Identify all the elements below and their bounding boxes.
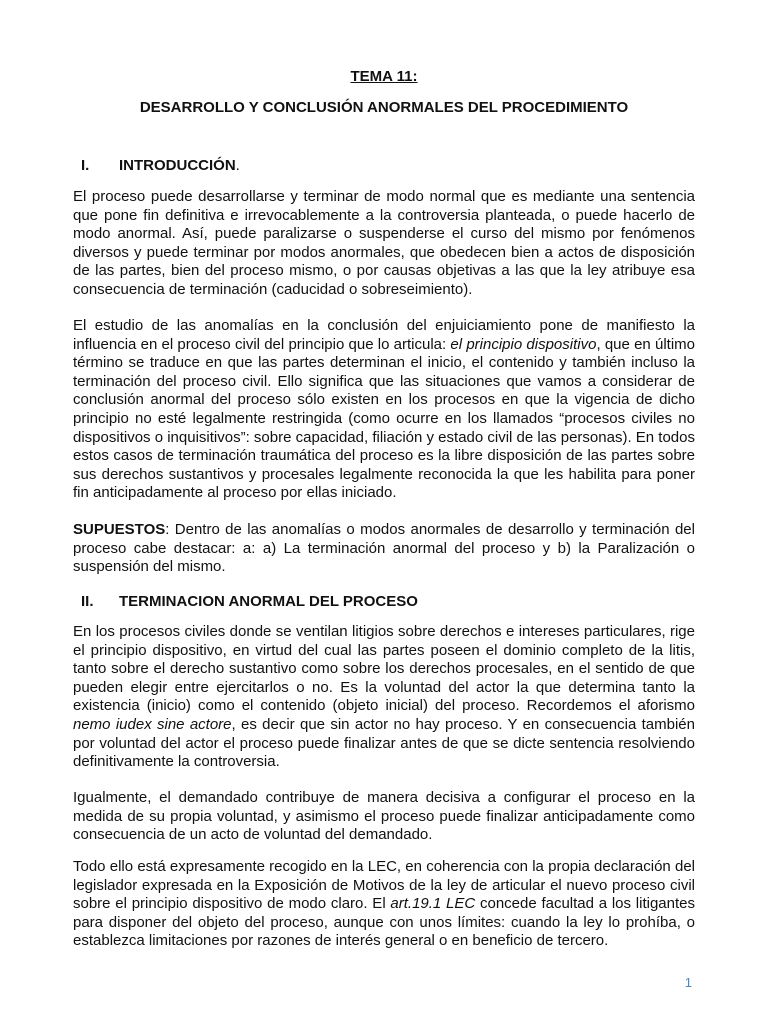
document-title: DESARROLLO Y CONCLUSIÓN ANORMALES DEL PROCEDIMIENTO <box>139 99 629 116</box>
section-heading-introduccion <box>81 157 240 174</box>
paragraph-4 <box>73 623 695 772</box>
section-number: I. <box>81 157 90 174</box>
paragraph-6-text-b: concede facultad a los litigantes para disponer del objeto del proceso, aunque con unos límites: cuando la ley lo prohíba, o establezca limitaciones por razones de interés general o en beneficio de tercero. <box>73 895 695 950</box>
section-heading-terminacion <box>81 593 418 610</box>
paragraph-4-text-b: , es decir que sin actor no hay proceso. Y en consecuencia también por voluntad del actor el proceso puede finalizar antes de que se dicte sentencia resolviendo definitivamente la controversia. <box>73 715 695 771</box>
paragraph-4-text-a: En los procesos civiles donde se ventilan litigios sobre derechos e intereses particulares, rige el principio dispositivo, en virtud del cual las partes poseen el dominio completo de la litis, tanto sobre el derecho sustantivo como sobre los derechos procesales, en el sentido de que pueden elegir entre ejercitarlos o no. Es la voluntad del actor la que determina tanto la existencia (inicio) como el contenido (objeto inicial) del proceso. Recordemos el aforismo <box>73 623 695 715</box>
paragraph-supuestos <box>73 521 695 577</box>
section-label: INTRODUCCIÓN <box>119 157 236 174</box>
supuestos-text: : Dentro de las anomalías o modos anormales de desarrollo y terminación del proceso cabe destacar: a: a) La terminación anormal del proceso y b) la Paralización o suspensión del mismo. <box>73 521 695 576</box>
paragraph-6 <box>73 858 695 951</box>
supuestos-label: SUPUESTOS <box>73 521 166 538</box>
paragraph-2-italic: el principio dispositivo <box>450 335 597 353</box>
paragraph-6-italic: art.19.1 LEC <box>390 895 476 913</box>
section-label-tail: . <box>235 157 240 174</box>
paragraph-4-italic: nemo iudex sine actore <box>73 715 232 733</box>
paragraph-2-text-a: El estudio de las anomalías en la conclusión del enjuiciamiento pone de manifiesto la influencia en el proceso civil del principio que lo articula: <box>73 317 695 353</box>
page-number: 1 <box>684 975 692 990</box>
topic-number: TEMA 11: <box>350 68 418 85</box>
section-label: TERMINACION ANORMAL DEL PROCESO <box>119 593 418 610</box>
paragraph-6-text-a: Todo ello está expresamente recogido en la LEC, en coherencia con la propia declaración del legislador expresada en la Exposición de Motivos de la ley de articular el nuevo proceso civil sobre el principio dispositivo de modo claro. El <box>73 858 695 913</box>
paragraph-2-text-b: , que en último término se traduce en que las partes determinan el inicio, el contenido y también incluso la terminación del proceso civil. Ello significa que las situaciones que vamos a considerar de conclusión anormal del proceso sólo existen en los procesos en que la vigencia de dicho principio no esté legalmente restringida (como ocurre en los llamados “procesos civiles no dispositivos o inquisitivos”: sobre capacidad, filiación y estado civil de las personas). En todos estos casos de terminación traumática del proceso es la libre disposición de las partes sobre sus derechos sustantivos y procesales legalmente reconocida la que les habilita para poner fin anticipadamente al proceso por ellas iniciado. <box>73 335 695 502</box>
paragraph-5: Igualmente, el demandado contribuye de manera decisiva a configurar el proceso en la medida de su propia voluntad, y asimismo el proceso puede finalizar anticipadamente como consecuencia de un acto de voluntad del demandado. <box>73 789 695 844</box>
paragraph-2 <box>73 317 695 503</box>
paragraph-1: El proceso puede desarrollarse y terminar de modo normal que es mediante una sentencia que pone fin definitiva e irrevocablemente a la controversia planteada, o puede hacerlo de modo anormal. Así, puede paralizarse o suspenderse el curso del mismo por fenómenos diversos y puede terminar por modos anormales, que obedecen bien a actos de disposición de las partes, bien del proceso mismo, o por causas objetivas a las que la ley atribuye esa consecuencia de terminación (caducidad o sobreseimiento). <box>73 188 695 298</box>
section-number: II. <box>81 593 94 610</box>
